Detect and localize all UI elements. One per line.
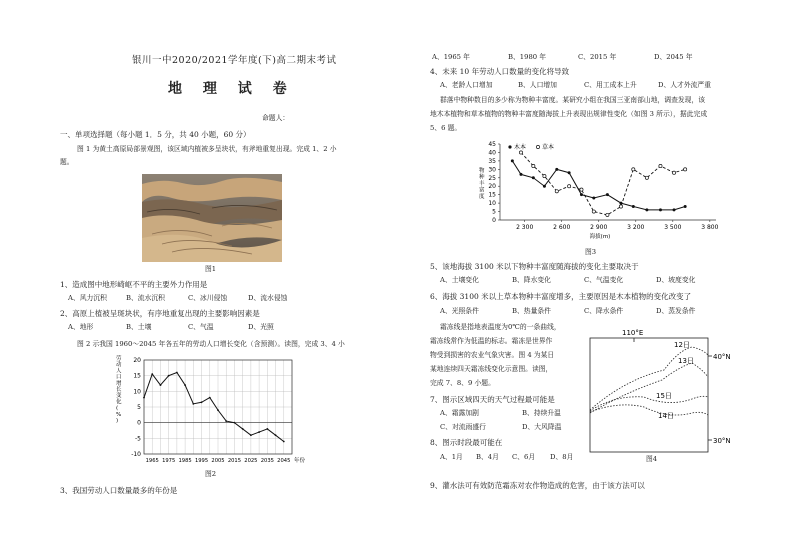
options-q3 [432, 54, 693, 61]
data-point-woody [632, 205, 635, 208]
option-a[interactable]: A、霜露加剧 [440, 409, 479, 417]
question-9: 9、灌水法可有效防范霜冻对农作物造成的危害，由于该方法可以 [430, 481, 645, 490]
y-tick-label: 10 [488, 200, 496, 208]
y-tick-label: 15 [488, 191, 496, 199]
data-point-herb [555, 190, 558, 193]
figure-caption: 图1 [205, 265, 217, 273]
y-tick-label: -5 [135, 435, 141, 443]
data-point [266, 428, 268, 430]
x-tick-label: 2 300 [516, 224, 534, 231]
data-point-herb [606, 213, 609, 216]
option-d[interactable]: D、坡度变化 [656, 276, 696, 284]
y-tick-label: 30 [488, 166, 496, 174]
lat-30-label: 30°N [713, 437, 731, 445]
y-axis-label [479, 166, 485, 200]
section-heading: 一、单项选择题（每小题 1．5 分，共 40 小题，60 分） [60, 130, 251, 139]
y-tick-label: 25 [488, 174, 496, 182]
data-point-herb [519, 151, 522, 154]
intro-text: 5、6 题。 [430, 124, 462, 132]
data-point-herb [543, 174, 546, 177]
data-point [201, 401, 203, 403]
intro-text: 群落中物种数目的多少称为物种丰富度。某研究小组在我国三亚南部山地，调查发现，该 [440, 96, 706, 104]
option-d[interactable]: D、大风降温 [522, 423, 562, 431]
y-axis-label-char: 长 [116, 387, 122, 393]
data-point-herb [532, 164, 535, 167]
y-tick-label: 20 [133, 357, 141, 364]
day-14-label: 14日 [658, 412, 674, 420]
question-3: 3、我国劳动人口数量最多的年份是 [60, 486, 178, 495]
option-d[interactable]: D、2045 年 [654, 53, 693, 61]
frost-line-14 [590, 405, 708, 415]
x-tick-label: 2005 [211, 458, 225, 464]
legend-marker-woody [508, 145, 511, 148]
y-axis-label-char: 丰 [479, 181, 485, 187]
frost-line-13 [590, 363, 708, 413]
data-point-woody [645, 208, 648, 211]
y-tick-label: 0 [492, 217, 496, 224]
data-point [209, 397, 211, 399]
data-point-woody [568, 171, 571, 174]
data-point [192, 403, 194, 405]
data-point [176, 372, 178, 374]
y-axis-label-char: 劳 [116, 356, 122, 362]
y-axis-label-char: 人 [116, 368, 122, 375]
data-point [250, 434, 252, 436]
x-tick-label: 2 900 [590, 224, 608, 231]
y-axis-label-char: 物 [479, 168, 485, 174]
option-c[interactable]: C、2015 年 [578, 53, 617, 61]
chart-fig3 [478, 138, 733, 248]
options-q8 [440, 454, 573, 461]
x-tick-label: 1965 [145, 458, 159, 464]
day-12-label: 12日 [674, 341, 690, 349]
data-point-woody [580, 193, 583, 196]
data-point-woody [532, 176, 535, 179]
option-b[interactable]: B、流水沉积 [126, 294, 165, 302]
option-b[interactable]: B、1980 年 [508, 53, 547, 61]
intro-text: 物受到损害的农业气象灾害。图 4 为某日 [430, 351, 555, 359]
y-axis-label-char: 种 [479, 174, 485, 181]
day-13-label: 13日 [678, 357, 694, 365]
data-point-woody [659, 208, 662, 211]
data-point [234, 422, 236, 424]
data-point-herb [645, 176, 648, 179]
series-line-woody [512, 161, 685, 210]
question-5: 5、该地海拔 3100 米以下物种丰富度随海拔的变化主要取决于 [430, 262, 639, 271]
y-axis-label-char: 口 [116, 374, 122, 381]
data-point [283, 441, 285, 443]
legend-marker-herb [536, 145, 539, 148]
intro-text: 完成 7、8、9 小题。 [430, 379, 495, 387]
x-tick-label: 1975 [162, 458, 176, 464]
y-axis-label-char: 富 [479, 187, 485, 194]
y-axis-label-char: 动 [116, 362, 122, 369]
map-frame [590, 338, 708, 452]
data-point [217, 409, 219, 411]
option-c[interactable]: C、对流雨盛行 [440, 423, 486, 431]
frost-line-map-fig4 [584, 325, 744, 457]
intro-text: 某地连续四天霜冻线变化示意图。读图， [430, 365, 553, 373]
options-q4 [440, 82, 711, 89]
y-axis-label-char: % [116, 411, 122, 418]
option-a[interactable]: A、光照条件 [440, 307, 479, 315]
option-c[interactable]: C、降水条件 [584, 307, 624, 315]
data-point [168, 375, 170, 377]
x-axis-label: 海拔(m) [589, 234, 611, 240]
options-q6 [440, 308, 695, 315]
y-tick-label: 5 [492, 208, 496, 216]
data-point-herb [580, 188, 583, 191]
data-point [258, 431, 260, 433]
loess-plateau-photo [142, 174, 282, 262]
exam-title: 地 理 试 卷 [168, 81, 295, 97]
option-c[interactable]: C、6月 [512, 453, 536, 461]
series-line-herb [521, 152, 685, 214]
y-tick-label: 35 [488, 157, 496, 165]
legend-label-woody: 木本 [514, 144, 527, 151]
data-point-herb [684, 168, 687, 171]
data-point-herb [619, 205, 622, 208]
data-point-woody [511, 159, 514, 162]
lat-40-label: 40°N [713, 353, 731, 361]
data-point [275, 434, 277, 436]
option-b[interactable]: B、人口增加 [518, 81, 557, 89]
y-axis-label-char: ) [116, 418, 119, 424]
data-point [151, 373, 153, 375]
option-d[interactable]: D、流水侵蚀 [248, 294, 288, 302]
y-tick-label: -10 [131, 451, 141, 458]
y-tick-label: 45 [488, 141, 496, 148]
y-axis-label-char: 变 [116, 393, 122, 400]
y-axis-label [116, 354, 122, 424]
x-tick-label: 3 200 [627, 224, 645, 231]
option-d[interactable]: D、光照 [248, 323, 274, 331]
data-point-woody [543, 185, 546, 188]
data-point-woody [519, 173, 522, 176]
figure-caption: 图2 [205, 470, 217, 478]
question-4: 4、未来 10 年劳动人口数量的变化将导致 [430, 67, 570, 76]
options-q7-row1 [440, 410, 561, 417]
data-point-herb [659, 164, 662, 167]
y-tick-label: 15 [133, 372, 141, 380]
question-2: 2、高原上植被呈斑块状，有序地重复出现的主要影响因素是 [60, 309, 260, 318]
data-point-woody [592, 197, 595, 200]
y-tick-label: 5 [137, 404, 141, 411]
figure-caption: 图4 [646, 455, 658, 463]
data-point-herb [632, 168, 635, 171]
intro-text: 图 2 示我国 1960～2045 年各五年的劳动人口增长变化（含预测）。读图，完成 3、4 小 [77, 340, 345, 348]
y-axis-label-char: 增 [116, 380, 122, 387]
x-tick-label: 2025 [244, 458, 258, 464]
intro-text: 地木本植物和草本植物的物种丰富度随海拔上升表现出规律性变化（如图 3 所示），据此完成 [430, 110, 708, 118]
day-15-label: 15日 [656, 392, 672, 400]
data-point-woody [606, 193, 609, 196]
option-c[interactable]: C、冰川侵蚀 [188, 294, 228, 302]
figure-caption: 图3 [585, 248, 597, 256]
option-d[interactable]: D、蒸发条件 [656, 307, 696, 315]
y-tick-label: 20 [488, 183, 496, 191]
options-q2 [68, 324, 274, 331]
data-point-herb [592, 210, 595, 213]
x-tick-label: 1995 [194, 458, 209, 464]
option-d[interactable]: D、8月 [550, 453, 574, 461]
option-c[interactable]: C、气温变化 [584, 276, 624, 284]
option-a[interactable]: A、1965 年 [432, 53, 470, 61]
x-tick-label: 2045 [277, 458, 291, 464]
y-tick-label: 0 [137, 419, 141, 427]
option-b[interactable]: B、降水变化 [512, 276, 551, 284]
x-tick-label: 1985 [178, 458, 192, 464]
option-a[interactable]: A、土壤变化 [440, 276, 479, 284]
y-axis-label-char: 度 [479, 194, 485, 200]
x-axis-label: 年份 [294, 458, 306, 464]
chart-fig2 [112, 352, 312, 467]
option-b[interactable]: B、持续升温 [522, 409, 561, 417]
data-point [143, 397, 145, 399]
data-point-woody [673, 208, 676, 211]
exam-header: 银川一中2020/2021学年度(下)高二期末考试 [132, 55, 337, 66]
question-1: 1、造成图中地形崎岖不平的主要外力作用是 [60, 280, 208, 289]
x-tick-label: 3 500 [664, 224, 682, 231]
y-tick-label: 10 [133, 388, 141, 396]
question-8: 8、图示时段最可能在 [430, 438, 503, 447]
data-point [242, 428, 244, 430]
option-a[interactable]: A、地形 [68, 323, 94, 331]
data-point-herb [672, 171, 675, 174]
legend-label-herb: 草本 [542, 144, 555, 151]
x-tick-label: 2 600 [553, 224, 571, 231]
option-a[interactable]: A、风力沉积 [68, 294, 107, 302]
longitude-label: 110°E [622, 329, 644, 337]
option-c[interactable]: C、用工成本上升 [584, 81, 637, 89]
question-6: 6、海拔 3100 米以上草本物种丰富度增多，主要原因是木本植物的变化改变了 [430, 292, 692, 301]
data-point [160, 384, 162, 386]
options-q1 [68, 295, 287, 302]
option-a[interactable]: A、老龄人口增加 [440, 81, 493, 89]
author-line: 命题人： [262, 114, 290, 122]
x-tick-label: 2015 [227, 458, 242, 464]
data-point-woody [555, 168, 558, 171]
options-q7-row2 [440, 424, 561, 431]
data-point-woody [684, 205, 687, 208]
x-tick-label: 2035 [260, 458, 274, 464]
data-point-herb [568, 185, 571, 188]
option-b[interactable]: B、热量条件 [512, 307, 551, 315]
intro-text: 题。 [60, 158, 74, 166]
intro-text: 霜冻线是指地表温度为0℃的一条曲线， [440, 323, 561, 331]
data-point [184, 384, 186, 386]
option-c[interactable]: C、气温 [188, 323, 214, 331]
y-axis-label-char: 化 [116, 399, 122, 406]
options-q5 [440, 277, 695, 284]
intro-text: 图 1 为黄土高原局部景观图，该区域内植被多呈块状，有斧地重复出现。完成 1、2 小 [77, 145, 337, 153]
option-d[interactable]: D、人才外流严重 [658, 81, 712, 89]
y-tick-label: 40 [488, 149, 496, 157]
option-a[interactable]: A、1月 [440, 453, 463, 461]
question-7: 7、图示区域四天的天气过程最可能是 [430, 395, 555, 404]
option-b[interactable]: B、4月 [476, 453, 499, 461]
data-point [225, 420, 227, 422]
y-axis-label-char: ( [116, 405, 119, 412]
option-b[interactable]: B、土壤 [126, 323, 152, 331]
intro-text: 霜冻线常作为低温的标志。霜冻是世界作 [430, 337, 553, 345]
x-tick-label: 3 800 [701, 224, 719, 231]
